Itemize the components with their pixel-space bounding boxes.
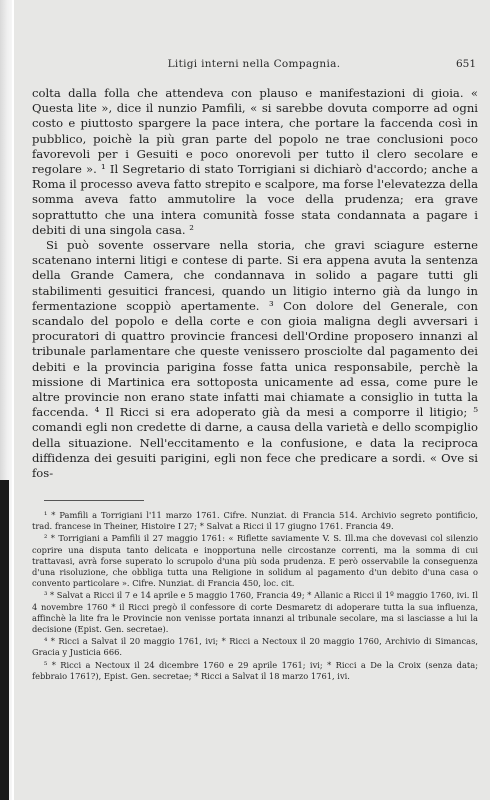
footnotes xyxy=(32,510,478,682)
page-number: 651 xyxy=(455,58,476,70)
footnote: ³ * Salvat a Ricci il 7 e 14 aprile e 5 maggio 1760, Francia 49; * Allanic a Ricci il 1º maggio 1760, ivi. Il 4 novembre 1760 * il Ricci pregò il confessore di corte Desmaretz di adoperare tutta la sua influenza, affinchè la lite fra le Provincie non venisse portata innanzi al tribunale secolare, ma si lasciasse a lui la decisione (Epist. Gen. secretae). xyxy=(32,590,478,635)
footnote: ⁴ * Ricci a Salvat il 20 maggio 1761, ivi; * Ricci a Nectoux il 20 maggio 1760, Archivio di Simancas, Gracia y Justicia 666. xyxy=(32,636,478,658)
footnote: ¹ * Pamfili a Torrigiani l'11 marzo 1761. Cifre. Nunziat. di Francia 514. Archivio segreto pontificio, trad. francese in Theiner, Histoire I 27; * Salvat a Ricci il 17 giugno 1761. Francia 49. xyxy=(32,510,478,532)
running-title: Litigi interni nella Compagnia. xyxy=(167,58,341,70)
footnote-separator xyxy=(44,500,144,501)
running-header xyxy=(32,58,476,74)
footnote: ² * Torrigiani a Pamfili il 27 maggio 1761: « Riflette saviamente V. S. Ill.ma che dovevasi col silenzio coprire una disputa tanto delicata e inopportuna nelle circostanze correnti, ma la somma di cui trattavasi, avrà forse superato lo scrupolo d'una più soda prudenza. E però osservabile la conseguenza d'una risoluzione, che obbliga tutta una Religione in solidum al pagamento d'un debito d'una casa o convento particolare ». Cifre. Nunziat. di Francia 450, loc. cit. xyxy=(32,533,478,589)
paragraph: Si può sovente osservare nella storia, che gravi sciagure esterne scatenano interni litigi e contese di parte. Si era appena avuta la sentenza della Grande Camera, che condannava in solido a pagare tutti gli stabilimenti gesuitici francesi, quando un litigio interno già da lungo in fermentazione scoppiò apertamente. ³ Con dolore del Generale, con scandalo del popolo e della corte e con gioia maligna degli avversari i procuratori di quattro provincie francesi dell'Ordine proposero innanzi al tribunale parlamentare che queste venissero prosciolte dal pagamento dei debiti e la provincia parigina fosse fatta unica responsabile, perchè la missione di Martinica era sottoposta unicamente ad essa, come pure le altre provincie non erano state infatti mai chiamate a consiglio in tutta la faccenda. ⁴ Il Ricci si era adoperato già da mesi a comporre il litigio; ⁵ comandi egli non credette di darne, a causa della varietà e dello scompiglio della situazione. Nell'eccitamento e la confusione, e data la reciproca diffidenza dei gesuiti parigini, egli non fece che predicare a sordi. « Ove si fos- xyxy=(32,238,478,481)
scan-binding-shadow xyxy=(0,480,9,800)
paragraph: colta dalla folla che attendeva con plauso e manifestazioni di gioia. « Questa lite », dice il nunzio Pamfili, « si sarebbe dovuta comporre ad ogni costo e piuttosto spargere la pace intera, che portare la faccenda così in pubblico, poichè la più gran parte del popolo ne trae conclusioni poco favorevoli per i Gesuiti e poco onorevoli per tutto il clero secolare e regolare ». ¹ Il Segretario di stato Torrigiani si dichiarò d'accordo; anche a Roma il processo aveva fatto strepito e scalpore, ma forse l'elevatezza della somma aveva fatto ammutolire la voce della prudenza; era grave soprattutto che una intera comunità fosse stata condannata a pagare i debiti di una singola casa. ² xyxy=(32,86,478,237)
footnote: ⁵ * Ricci a Nectoux il 24 dicembre 1760 e 29 aprile 1761; ivi; * Ricci a De la Croix (senza data; febbraio 1761?), Epist. Gen. secretae; * Ricci a Salvat il 18 marzo 1761, ivi. xyxy=(32,659,478,681)
main-text xyxy=(32,86,478,481)
book-page xyxy=(14,0,490,800)
